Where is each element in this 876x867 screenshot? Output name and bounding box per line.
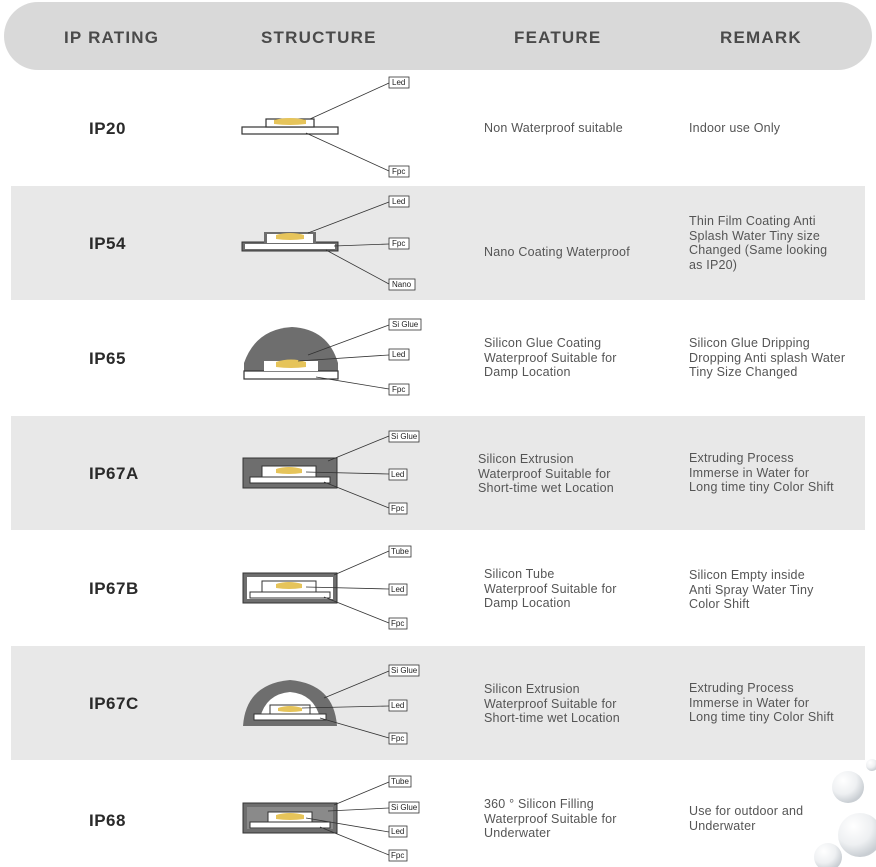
structure-diagram-ip67a xyxy=(236,416,436,530)
remark-line: Long time tiny Color Shift xyxy=(689,480,834,494)
label-si-glue: Si Glue xyxy=(392,320,419,329)
structure-diagram-ip65 xyxy=(236,301,436,415)
feature-line: Waterproof Suitable for xyxy=(484,350,617,365)
rating-ip54: IP54 xyxy=(89,234,126,253)
remark-line: Extruding Process xyxy=(689,681,794,695)
label-fpc: Fpc xyxy=(391,504,405,513)
label-nano: Nano xyxy=(392,280,412,289)
header-feature: FEATURE xyxy=(514,28,602,47)
feature-line: Damp Location xyxy=(484,365,571,379)
feature-line: Waterproof Suitable for xyxy=(478,466,611,481)
feature-ip67b xyxy=(484,567,664,611)
remark-line: Extruding Process xyxy=(689,451,794,465)
rating-ip65: IP65 xyxy=(89,349,126,368)
label-led: Led xyxy=(391,470,405,479)
table-row-ip67b xyxy=(11,531,865,645)
rating-ip67a: IP67A xyxy=(89,464,139,483)
rating-ip67b: IP67B xyxy=(89,579,139,598)
label-si-glue: Si Glue xyxy=(391,666,418,675)
remark-line: Indoor use Only xyxy=(689,121,781,135)
remark-ip67b xyxy=(689,568,859,612)
remark-line: Color Shift xyxy=(689,597,750,611)
water-bubbles-decoration xyxy=(736,757,876,867)
label-led: Led xyxy=(392,197,406,206)
label-fpc: Fpc xyxy=(391,851,405,860)
label-tube: Tube xyxy=(391,777,409,786)
remark-ip54 xyxy=(689,214,859,272)
remark-line: Silicon Empty inside xyxy=(689,568,805,582)
structure-diagram-ip54 xyxy=(236,186,436,300)
remark-line: as IP20) xyxy=(689,257,738,272)
label-led: Led xyxy=(392,350,406,359)
structure-diagram-ip68 xyxy=(236,761,436,867)
remark-line: Immerse in Water for xyxy=(689,695,810,710)
header-remark: REMARK xyxy=(720,28,802,47)
table-header xyxy=(4,2,872,70)
feature-line: Waterproof Suitable for xyxy=(484,581,617,596)
rating-ip67c: IP67C xyxy=(89,694,139,713)
feature-line: Short-time wet Location xyxy=(484,711,620,725)
table-row-ip54 xyxy=(11,186,865,300)
feature-line: Underwater xyxy=(484,826,551,840)
feature-ip67a xyxy=(478,452,658,496)
remark-line: Thin Film Coating Anti xyxy=(689,214,816,228)
feature-line: Short-time wet Location xyxy=(478,481,614,495)
feature-ip65 xyxy=(484,336,664,380)
label-fpc: Fpc xyxy=(392,385,406,394)
feature-line: Silicon Extrusion xyxy=(478,452,574,466)
rating-ip68: IP68 xyxy=(89,811,126,830)
table-row-ip20 xyxy=(11,71,865,185)
table-row-ip65 xyxy=(11,301,865,415)
remark-line: Dropping Anti splash Water xyxy=(689,350,846,365)
feature-line: Waterproof Suitable for xyxy=(484,696,617,711)
remark-ip67a xyxy=(689,451,859,495)
header-structure: STRUCTURE xyxy=(261,28,377,47)
structure-diagram-ip20 xyxy=(236,71,436,185)
feature-line: Silicon Glue Coating xyxy=(484,336,602,350)
feature-line: Damp Location xyxy=(484,596,571,610)
feature-line: Non Waterproof suitable xyxy=(484,121,623,135)
feature-line: Silicon Extrusion xyxy=(484,682,580,696)
remark-ip20 xyxy=(689,121,859,136)
remark-line: Immerse in Water for xyxy=(689,465,810,480)
label-tube: Tube xyxy=(391,547,409,556)
remark-line: Tiny Size Changed xyxy=(689,365,798,379)
feature-line: Waterproof Suitable for xyxy=(484,811,617,826)
label-si-glue: Si Glue xyxy=(391,803,418,812)
remark-line: Use for outdoor and xyxy=(689,804,804,818)
structure-diagram-ip67b xyxy=(236,531,436,645)
feature-line: Silicon Tube xyxy=(484,567,555,581)
remark-line: Silicon Glue Dripping xyxy=(689,336,810,350)
remark-line: Splash Water Tiny size xyxy=(689,228,821,243)
table-row-ip67a xyxy=(11,416,865,530)
label-si-glue: Si Glue xyxy=(391,432,418,441)
label-led: Led xyxy=(391,701,405,710)
remark-ip67c xyxy=(689,681,859,725)
remark-line: Underwater xyxy=(689,818,756,833)
rating-ip20: IP20 xyxy=(89,119,126,138)
feature-line: Nano Coating Waterproof xyxy=(484,245,630,259)
label-fpc: Fpc xyxy=(391,619,405,628)
label-led: Led xyxy=(392,78,406,87)
feature-line: 360 ° Silicon Filling xyxy=(484,797,594,811)
remark-ip65 xyxy=(689,336,859,380)
label-led: Led xyxy=(391,827,405,836)
feature-ip54 xyxy=(484,245,664,260)
remark-line: Changed (Same looking xyxy=(689,243,828,257)
feature-ip68 xyxy=(484,797,664,841)
label-fpc: Fpc xyxy=(392,167,406,176)
remark-line: Anti Spray Water Tiny xyxy=(689,582,814,597)
remark-line: Long time tiny Color Shift xyxy=(689,710,834,724)
label-fpc: Fpc xyxy=(391,734,405,743)
table-row-ip67c xyxy=(11,646,865,760)
structure-diagram-ip67c xyxy=(236,646,436,760)
header-ip-rating: IP RATING xyxy=(64,28,160,47)
feature-ip67c xyxy=(484,682,664,726)
label-fpc: Fpc xyxy=(392,239,406,248)
label-led: Led xyxy=(391,585,405,594)
feature-ip20 xyxy=(484,121,664,136)
